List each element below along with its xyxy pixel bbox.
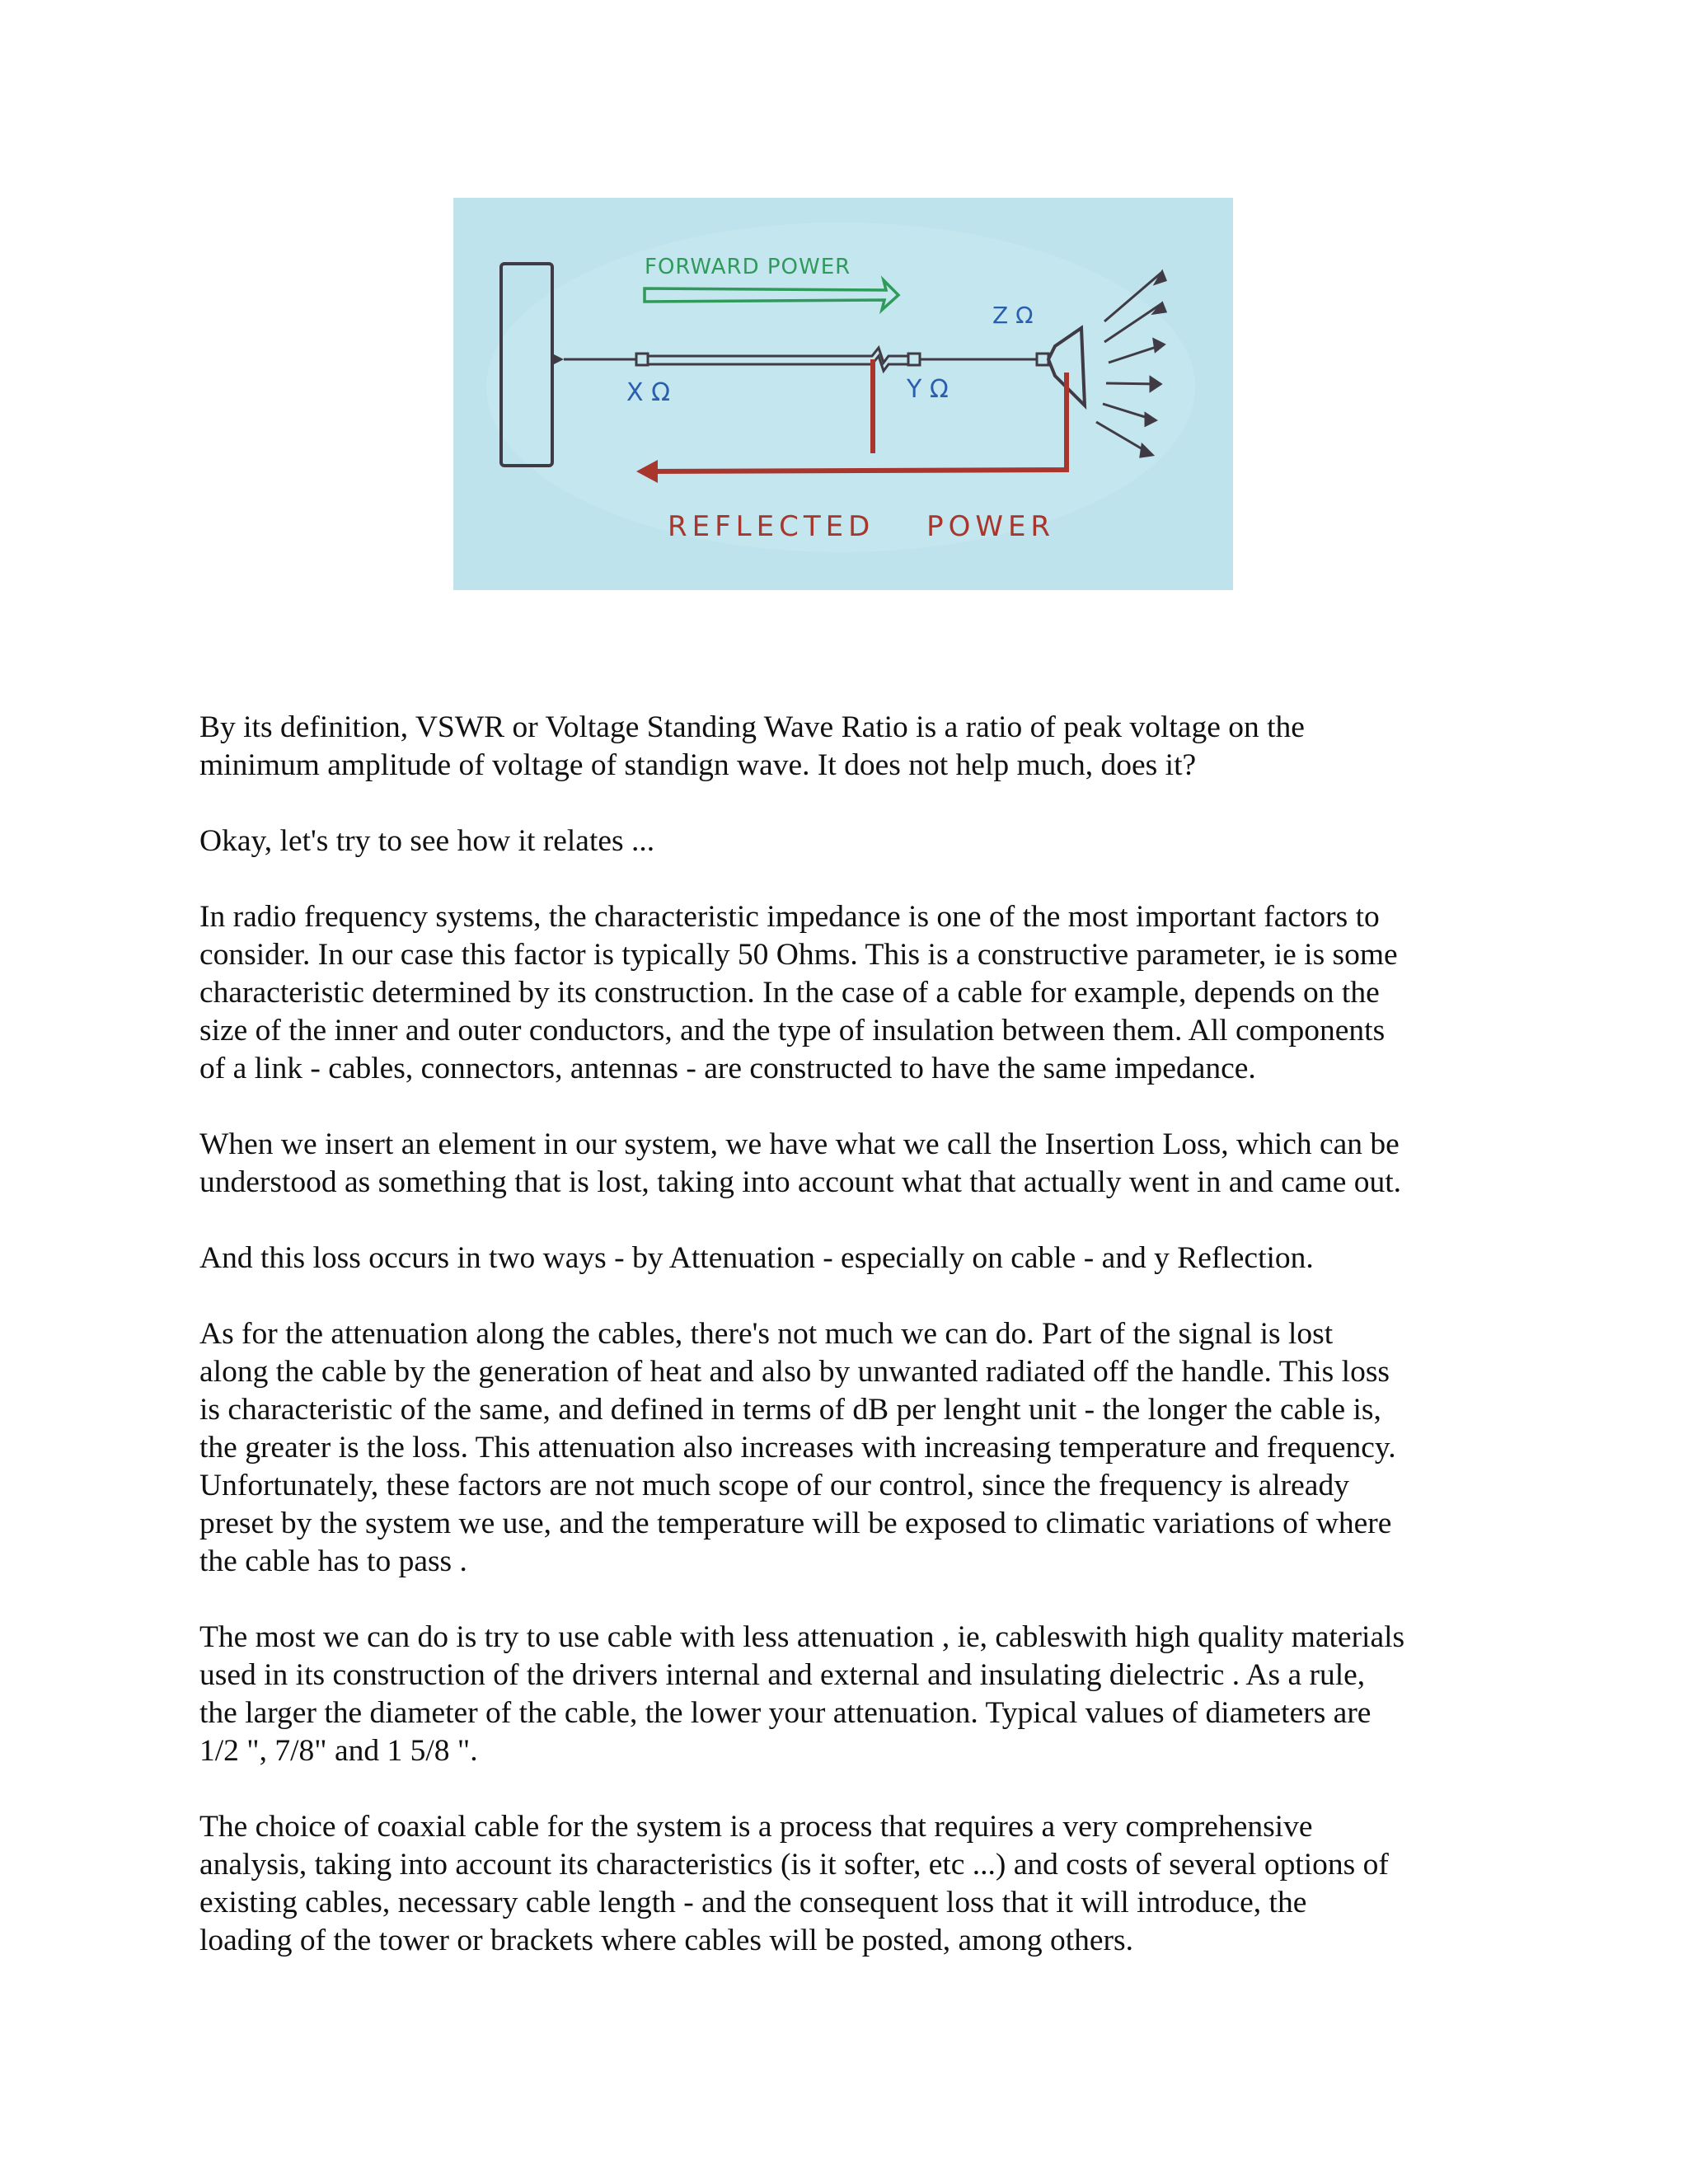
- paragraph-attenuation: As for the attenuation along the cables, there's not much we can do. Part of the signal is lost along the cable by the generation of heat and also by unwanted radiated off the handle. This loss is characteristic of the same, and defined in terms of dB per lenght unit - the longer the cable is, the greater is the loss. This attenuation also increases with increasing temperature and frequency. Unfortunately, these factors are not much scope of our control, since the frequency is already preset by the system we use, and the temperature will be exposed to climatic variations of where the cable has to pass .: [199, 1317, 1396, 1578]
- paragraph-relates: Okay, let's try to see how it relates ...: [199, 824, 655, 858]
- vswr-sketch-figure: [453, 198, 1233, 590]
- paragraph-two-ways: And this loss occurs in two ways - by Attenuation - especially on cable - and y Reflection.: [199, 1241, 1314, 1275]
- impedance-z-label: Z Ω: [992, 302, 1034, 329]
- paragraph-vswr-definition: By its definition, VSWR or Voltage Standing Wave Ratio is a ratio of peak voltage on the minimum amplitude of voltage of standign wave. It does not help much, does it?: [199, 710, 1305, 782]
- reflected-power-label: REFLECTED POWER: [668, 510, 1056, 543]
- paragraph-insertion-loss: When we insert an element in our system, we have what we call the Insertion Loss, which can be understood as something that is lost, taking into account what that actually went in and came out.: [199, 1127, 1402, 1199]
- impedance-y-label: Y Ω: [907, 375, 949, 404]
- forward-power-label: FORWARD POWER: [645, 255, 851, 279]
- article-body: [199, 709, 1502, 1998]
- impedance-x-label: X Ω: [626, 378, 671, 407]
- paragraph-coax-selection: The choice of coaxial cable for the system is a process that requires a very comprehensive analysis, taking into account its characteristics (is it softer, etc ...) and costs of several options of existing cables, necessary cable length - and the consequent loss that it will introduce, the loading of the tower or brackets where cables will be posted, among others.: [199, 1810, 1389, 1957]
- paragraph-characteristic-impedance: In radio frequency systems, the characteristic impedance is one of the most important factors to consider. In our case this factor is typically 50 Ohms. This is a constructive parameter, ie is some characteristic determined by its construction. In the case of a cable for example, depends on the size of the inner and outer conductors, and the type of insulation between them. All components of a link - cables, connectors, antennas - are constructed to have the same impedance.: [199, 900, 1398, 1085]
- paragraph-cable-choice-rule: The most we can do is try to use cable with less attenuation , ie, cableswith high quality materials used in its construction of the drivers internal and external and insulating dielectric . As a rule, the larger the diameter of the cable, the lower your attenuation. Typical values of diameters are 1/2 ", 7/8" and 1 5/8 ".: [199, 1620, 1405, 1768]
